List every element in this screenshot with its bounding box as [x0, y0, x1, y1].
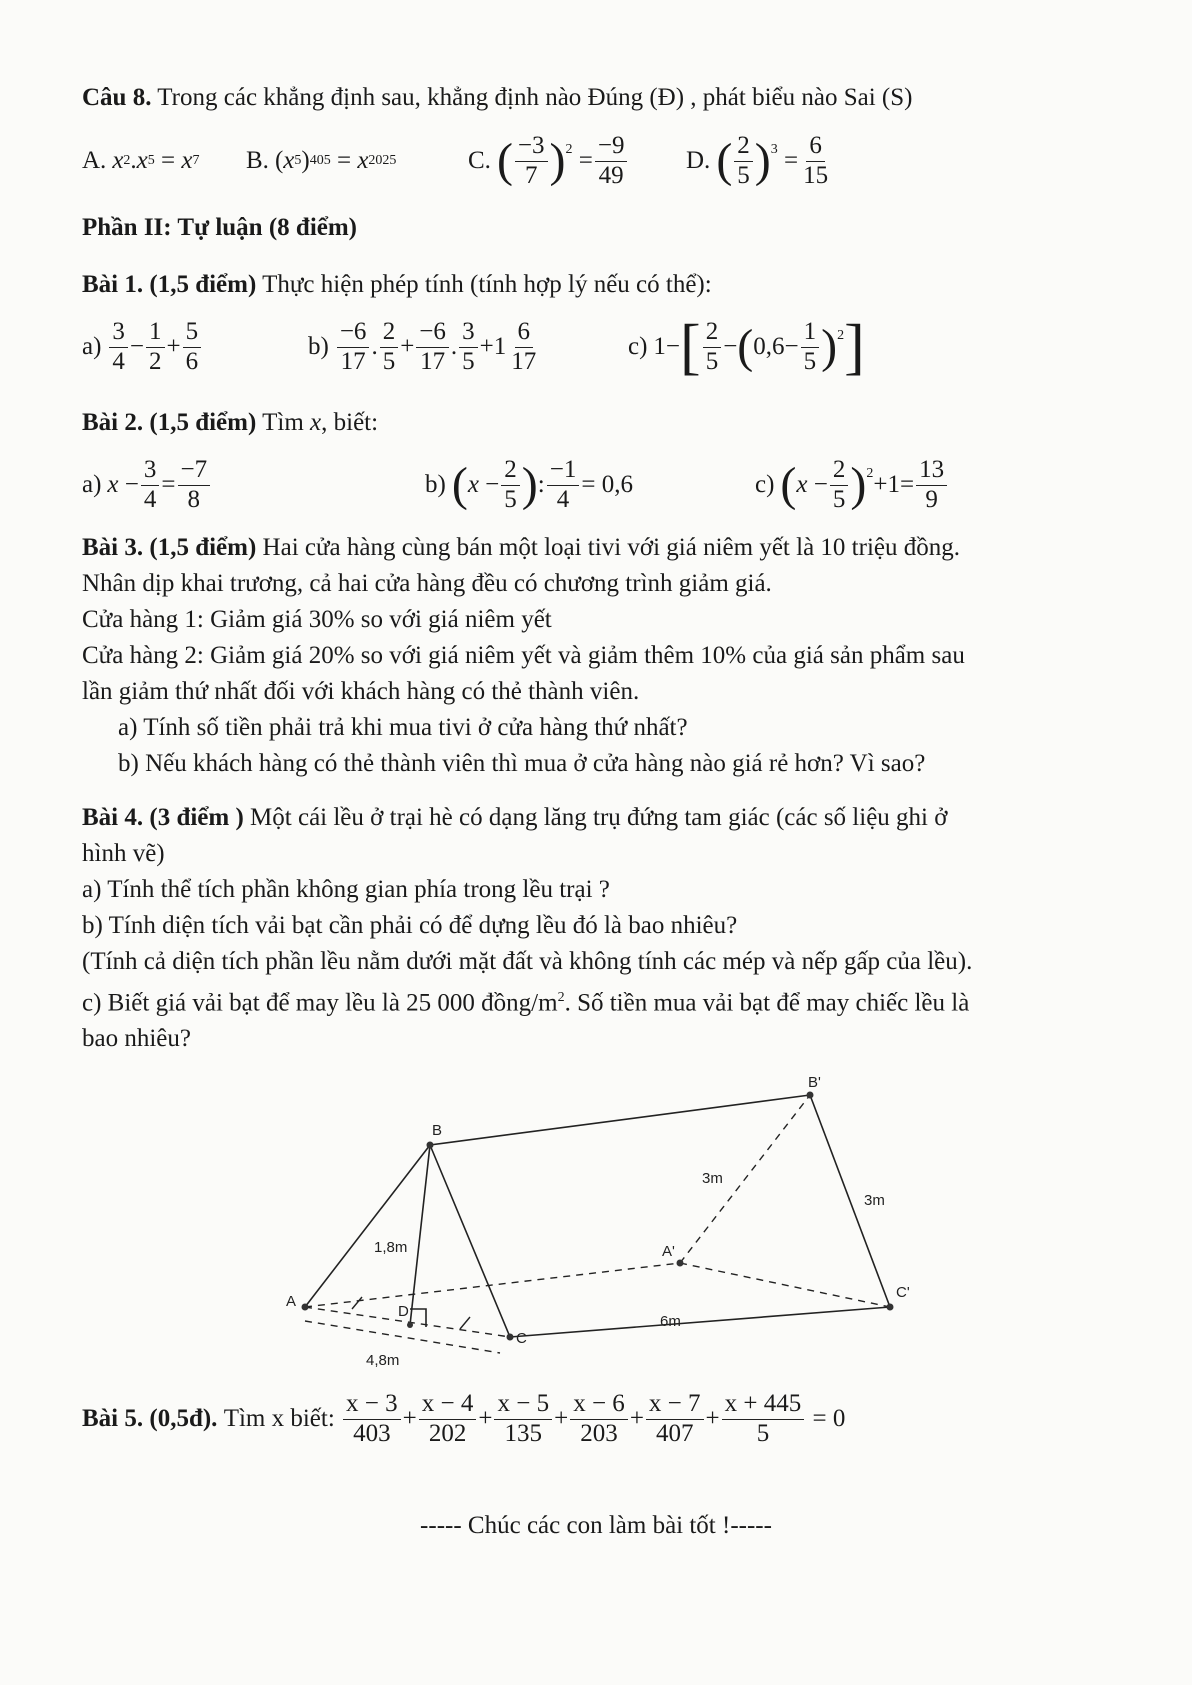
edge-BB1 [430, 1095, 810, 1145]
point-A1 [677, 1260, 684, 1267]
ex4-question-c: c) Biết giá vải bạt để may lều là 25 000 đồng/$m^2$. Số tiền mua vải bạt để may chiếc lều là [82, 989, 970, 1017]
point-A [302, 1304, 309, 1311]
edge-A1B1 [680, 1095, 810, 1263]
label-A1: A' [662, 1243, 675, 1260]
label-side: 3m [864, 1192, 885, 1209]
exercise-2: Bài 2. (1,5 điểm) Tìm x, biết: [82, 409, 379, 436]
q8-title: Câu 8. [82, 84, 152, 111]
exercise-1-items [82, 313, 1112, 382]
q8-option-c: C. ( $\frac{-3}{7}$ ) $^2$ = $\frac{-9}{49}$ [468, 132, 686, 191]
exercise-3: Bài 3. (1,5 điểm) Hai cửa hàng cùng bán một loại tivi với giá niêm yết là 10 triệu đồng. Nhân dịp khai trương, cả hai cửa hàng đều có chương trình giảm giá. Cửa hàng 1: Giảm giá 30% so với giá niêm yết Cửa hàng 2: Giảm giá 20% so với giá niêm yết và giảm thêm 10% của giá sản phẩm sau lần giảm thứ nhất đối với khách hàng có thẻ thành viên. a) Tính số tiền phải trả khi mua tivi ở cửa hàng thứ nhất? b) Nếu khách hàng có thẻ thành viên thì mua ở cửa hàng nào giá rẻ hơn? Vì sao? [82, 530, 1112, 782]
edge-A1C1 [680, 1263, 890, 1307]
tent-prism-figure [270, 1075, 910, 1375]
edge-AB [305, 1145, 430, 1307]
edge-CC1 [510, 1307, 890, 1337]
ex1-item-c: c) 1 − [ $\frac{2}{5}$ − ( 0,6 − $\frac{1}{5}$ ) $^2$ ] [628, 313, 865, 382]
ex3-question-b: b) Nếu khách hàng có thẻ thành viên thì mua ở cửa hàng nào giá rẻ hơn? Vì sao? [118, 750, 926, 777]
ex4-note: (Tính cả diện tích phần lều nằm dưới mặt đất và không tính các mép và nếp gấp của lều). [82, 948, 973, 975]
label-B: B [432, 1122, 443, 1139]
exercise-1: Bài 1. (1,5 điểm) Thực hiện phép tính (tính hợp lý nếu có thể): [82, 271, 712, 298]
point-C [507, 1334, 514, 1341]
ex1-item-b: b) $\frac{-6}{17}$ . $\frac{2}{5}$ + $\frac{-6}{17}$ . $\frac{3}{5}$ + 1 $\frac{6}{17}$ [308, 318, 537, 375]
ex4-question-a: a) Tính thể tích phần không gian phía trong lều trại ? [82, 876, 610, 903]
ex2-item-b: b) ( x − $\frac{2}{5}$ ) : $\frac{-1}{4}$ = 0,6 [425, 456, 633, 513]
ex2-item-c: c) ( x − $\frac{2}{5}$ ) $^2$ +1 = $\frac{13}{9}$ [755, 456, 949, 515]
exercise-2-items [82, 456, 1112, 515]
label-height: 1,8m [374, 1239, 408, 1256]
edge-AA1 [305, 1263, 680, 1307]
tick-mark-2 [460, 1317, 470, 1329]
label-side-dashed: 3m [702, 1170, 723, 1187]
label-length: 6m [660, 1313, 681, 1330]
ex3-question-a: a) Tính số tiền phải trả khi mua tivi ở cửa hàng thứ nhất? [118, 714, 688, 741]
label-C1: C' [896, 1284, 910, 1301]
point-D [407, 1322, 413, 1328]
exercise-4: Bài 4. (3 điểm ) Một cái lều ở trại hè có dạng lăng trụ đứng tam giác (các số liệu ghi ở hình vẽ) a) Tính thể tích phần không gian phía trong lều trại ? b) Tính diện tích vải bạt cần phải có để dựng lều đó là bao nhiêu? (Tính cả diện tích phần lều nằm dưới mặt đất và không tính các mép và nếp gấp của lều). c) Biết giá vải bạt để may lều là 25 000 đồng/$m^2$. Số tiền mua vải bạt để may chiếc lều là bao nhiêu? [82, 800, 1112, 1057]
exercise-5: Bài 5. (0,5đ). Tìm x biết: $\frac{x - 3}{403}$ + $\frac{x - 4}{202}$ + $\frac{x - 5}{135}$ + $\frac{x - 6}{203}$ + $\frac{x - 7}{407}$ + $\frac{x + 445}{5}$ = 0 [82, 1390, 846, 1447]
label-A: A [286, 1293, 297, 1310]
label-D: D [398, 1303, 409, 1320]
point-B [427, 1142, 434, 1149]
q8-option-d: D. ( $\frac{2}{5}$ ) $^3$ = $\frac{6}{15}$ [686, 132, 829, 189]
height-BD [410, 1145, 430, 1325]
q8-option-b: B. ( x 5 ) 405 = x 2025 [246, 147, 397, 175]
point-C1 [887, 1304, 894, 1311]
part-2-heading: Phần II: Tự luận (8 điểm) [82, 214, 358, 241]
point-B1 [807, 1092, 814, 1099]
q8-option-a: A. x 2 . x 5 = x 7 [82, 147, 200, 175]
dimension-line-base [305, 1321, 500, 1353]
edge-BC [430, 1145, 510, 1337]
closing-message: ----- Chúc các con làm bài tốt !----- [420, 1512, 772, 1539]
ex4-question-b: b) Tính diện tích vải bạt cần phải có để dựng lều đó là bao nhiêu? [82, 912, 738, 939]
q8-prompt: Trong các khẳng định sau, khẳng định nào Đúng (Đ) , phát biểu nào Sai (S) [157, 84, 913, 111]
label-B1: B' [808, 1075, 821, 1091]
label-C: C [516, 1330, 527, 1347]
question-8 [82, 80, 1112, 116]
ex1-item-a: a) $\frac{3}{4}$ − $\frac{1}{2}$ + $\frac{5}{6}$ [82, 318, 308, 377]
label-base: 4,8m [366, 1352, 400, 1369]
q8-options [82, 132, 1112, 191]
ex2-item-a: a) x − $\frac{3}{4}$ = $\frac{-7}{8}$ [82, 456, 425, 515]
tick-mark-1 [352, 1297, 362, 1309]
